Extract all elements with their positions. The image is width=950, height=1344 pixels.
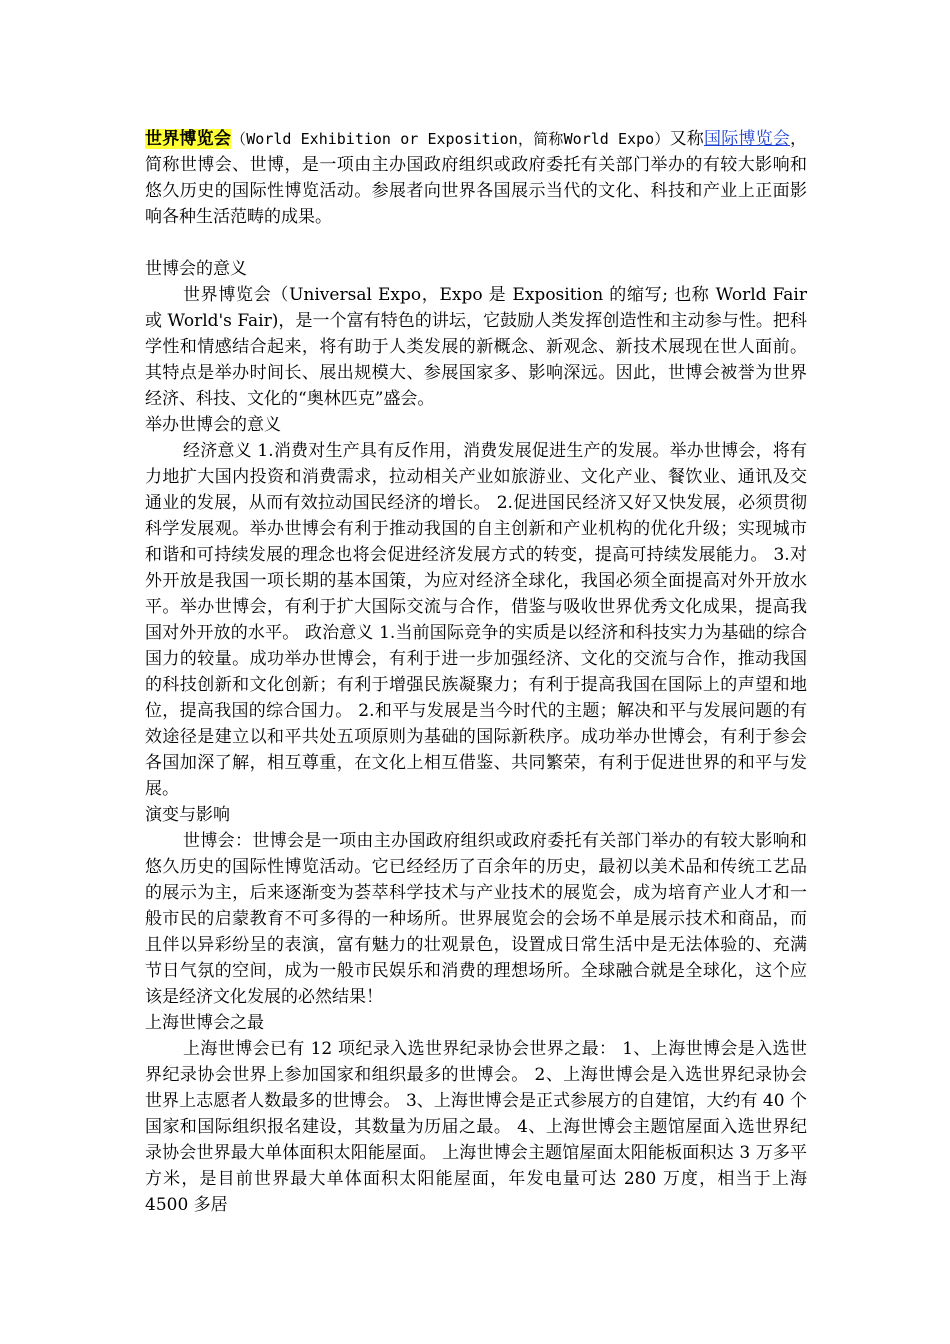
- section-heading-significance: 世博会的意义: [145, 259, 247, 279]
- section-heading-evolution: 演变与影响: [145, 805, 230, 825]
- section-heading-hosting-significance: 举办世博会的意义: [145, 415, 281, 435]
- english-name: （World Exhibition or Exposition，简称World Expo）: [231, 130, 670, 148]
- section-body-significance: 世界博览会（Universal Expo，Expo 是 Exposition 的缩写; 也称 World Fair 或 World's Fair)，是一个富有特色的讲坛，它鼓励人类发挥创造性和主动参与性。把科学性和情感结合起来，将有助于人类发展的新概念、新观念、新技术展现在世人面前。其特点是举办时间长、展出规模大、参展国家多、影响深远。因此，世博会被誉为世界经济、科技、文化的“奥林匹克”盛会。: [145, 285, 807, 409]
- document-page: [145, 126, 807, 1218]
- section-body-hosting-significance: 经济意义 1.消费对生产具有反作用，消费发展促进生产的发展。举办世博会，将有力地扩大国内投资和消费需求，拉动相关产业如旅游业、文化产业、餐饮业、通讯及交通业的发展，从而有效拉动国民经济的增长。 2.促进国民经济又好又快发展，必须贯彻科学发展观。举办世博会有利于推动我国的自主创新和产业机构的优化升级；实现城市和谐和可持续发展的理念也将会促进经济发展方式的转变，提高可持续发展能力。 3.对外开放是我国一项长期的基本国策，为应对经济全球化，我国必须全面提高对外开放水平。举办世博会，有利于扩大国际交流与合作，借鉴与吸收世界优秀文化成果，提高我国对外开放的水平。 政治意义 1.当前国际竞争的实质是以经济和科技实力为基础的综合国力的较量。成功举办世博会，有利于进一步加强经济、文化的交流与合作，推动我国的科技创新和文化创新；有利于增强民族凝聚力；有利于提高我国在国际上的声望和地位，提高我国的综合国力。 2.和平与发展是当今时代的主题；解决和平与发展问题的有效途径是建立以和平共处五项原则为基础的国际新秩序。成功举办世博会，有利于参会各国加深了解，相互尊重，在文化上相互借鉴、共同繁荣，有利于促进世界的和平与发展。: [145, 441, 807, 799]
- section-body-shanghai-records: 上海世博会已有 12 项纪录入选世界纪录协会世界之最： 1、上海世博会是入选世界纪录协会世界上参加国家和组织最多的世博会。 2、上海世博会是入选世界纪录协会世界上志愿者人数最多的世博会。 3、上海世博会是正式参展方的自建馆，大约有 40 个国家和国际组织报名建设，其数量为历届之最。 4、上海世博会主题馆屋面入选世界纪录协会世界最大单体面积太阳能屋面。 上海世博会主题馆屋面太阳能板面积达 3 万多平方米，是目前世界最大单体面积太阳能屋面，年发电量可达 280 万度，相当于上海 4500 多居: [145, 1039, 807, 1215]
- intro-paragraph: [145, 126, 807, 230]
- intro-text: ，简称世博会、世博，是一项由主办国政府组织或政府委托有关部门举办的有较大影响和悠久历史的国际性博览活动。参展者向世界各国展示当代的文化、科技和产业上正面影响各种生活范畴的成果。: [145, 129, 808, 227]
- also-called-text: 又称: [669, 129, 704, 149]
- section-body-evolution: 世博会：世博会是一项由主办国政府组织或政府委托有关部门举办的有较大影响和悠久历史的国际性博览活动。它已经经历了百余年的历史，最初以美术品和传统工艺品的展示为主，后来逐渐变为荟萃科学技术与产业技术的展览会，成为培育产业人才和一般市民的启蒙教育不可多得的一种场所。世界展览会的会场不单是展示技术和商品，而且伴以异彩纷呈的表演，富有魅力的壮观景色，设置成日常生活中是无法体验的、充满节日气氛的空间，成为一般市民娱乐和消费的理想场所。全球融合就是全球化，这个应该是经济文化发展的必然结果！: [145, 831, 807, 1007]
- section-heading-shanghai-records: 上海世博会之最: [145, 1013, 264, 1033]
- highlighted-term: 世界博览会: [145, 129, 232, 149]
- international-expo-link[interactable]: 国际博览会: [703, 129, 791, 149]
